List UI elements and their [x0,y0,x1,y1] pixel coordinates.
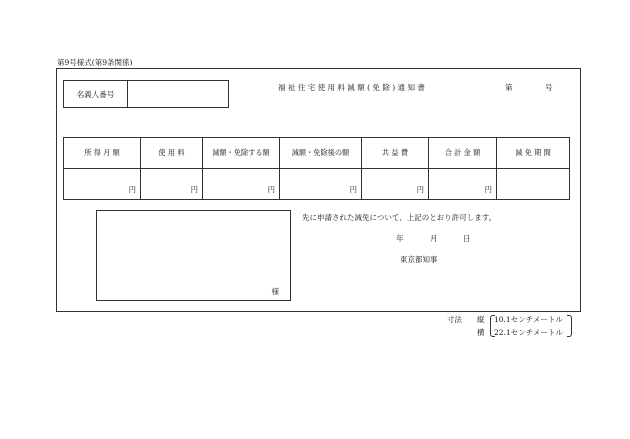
document-title: 福祉住宅使用料減額(免除)通知書 [278,83,428,92]
document-number-suffix: 号 [545,83,553,92]
header-total: 合 計 金 額 [429,138,497,169]
name-number-label: 名義人番号 [64,81,128,107]
table-row [64,169,570,200]
cell-period[interactable] [497,169,570,200]
form-number-label: 第9号様式(第9条関係) [57,58,133,67]
name-number-box [63,80,229,108]
cell-income[interactable]: 円 [64,169,141,200]
header-income: 所 得 月 額 [64,138,141,169]
document-number-prefix: 第 [505,83,513,92]
dimensions-label: 寸法 [447,315,462,324]
vertical-dimension: 10.1センチメートル [494,315,563,324]
header-common-fee: 共 益 費 [362,138,429,169]
cell-after-reduction[interactable]: 円 [280,169,362,200]
cell-rent[interactable]: 円 [141,169,203,200]
issuer-name: 東京都知事 [400,255,438,264]
name-number-field[interactable] [128,81,228,107]
header-period: 減 免 期 間 [497,138,570,169]
date-day: 日 [463,234,471,243]
header-rent: 使 用 料 [141,138,203,169]
header-reduction: 減額・免除する額 [203,138,280,169]
date-month: 月 [430,234,438,243]
approval-notice: 先に申請された減免について、上記のとおり許可します。 [302,213,497,222]
cell-reduction[interactable]: 円 [203,169,280,200]
table-header-row [64,138,570,169]
date-year: 年 [396,234,404,243]
right-brace [567,315,572,337]
amount-table [63,137,570,200]
horizontal-dimension: 22.1センチメートル [494,328,563,337]
cell-common-fee[interactable]: 円 [362,169,429,200]
addressee-box[interactable] [96,210,291,301]
cell-total[interactable]: 円 [429,169,497,200]
honorific-label: 様 [271,287,279,296]
horizontal-label: 横 [477,328,485,337]
vertical-label: 縦 [477,315,485,324]
header-after-reduction: 減額・免除後の額 [280,138,362,169]
